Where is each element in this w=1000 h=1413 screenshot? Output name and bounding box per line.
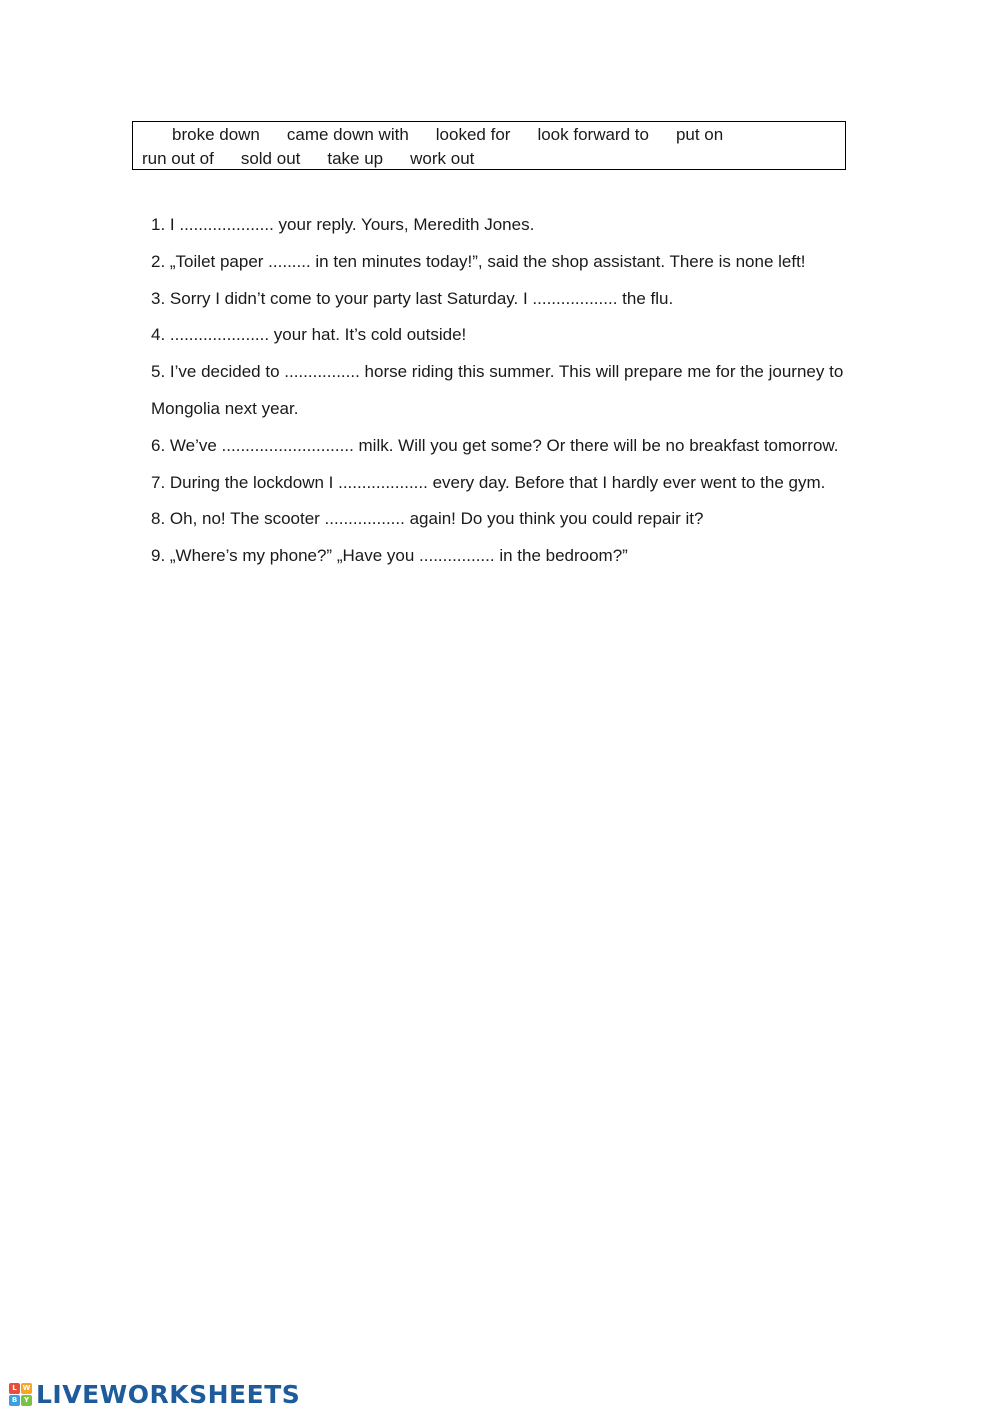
word-bank-item: came down with [286, 125, 409, 144]
logo-block: Y [21, 1395, 32, 1406]
word-bank-row-2 [142, 147, 845, 171]
logo-blocks-icon [9, 1383, 32, 1406]
question-1: 1. I .................... your reply. Yours, Meredith Jones. [151, 215, 535, 234]
logo-text: LIVEWORKSHEETS [36, 1379, 301, 1409]
question-3: 3. Sorry I didn’t come to your party last Saturday. I .................. the flu. [151, 288, 674, 308]
question-8: 8. Oh, no! The scooter ................. again! Do you think you could repair it? [151, 509, 704, 529]
question-list [151, 207, 851, 575]
word-bank-item: put on [675, 125, 724, 144]
question-6: 6. We’ve ............................ milk. Will you get some? Or there will be no breakfast tomorrow. [151, 435, 839, 455]
question-7: 7. During the lockdown I ................... every day. Before that I hardly ever went to the gym. [151, 472, 826, 492]
question-2: 2. „Toilet paper ......... in ten minutes today!”, said the shop assistant. There is none left! [151, 251, 806, 271]
logo-block: W [22, 1384, 31, 1392]
word-bank-box [132, 121, 846, 170]
logo-block: B [9, 1395, 20, 1406]
question-9: 9. „Where’s my phone?” „Have you ................ in the bedroom?” [151, 546, 628, 566]
liveworksheets-logo [9, 1380, 300, 1408]
word-bank-item: take up [327, 149, 384, 168]
word-bank-item: broke down [172, 125, 260, 144]
word-bank-item: sold out [240, 149, 301, 168]
question-4: 4. ..................... your hat. It’s cold outside! [151, 325, 467, 345]
logo-block: L [9, 1383, 20, 1394]
word-bank-item: look forward to [537, 125, 649, 144]
word-bank-item: run out of [142, 149, 214, 168]
question-5: 5. I’ve decided to ................ horse riding this summer. This will prepare me for the journey to Mongolia next year. [151, 362, 844, 418]
word-bank-item: work out [410, 149, 475, 168]
word-bank-row-1 [142, 123, 845, 147]
word-bank-item: looked for [435, 125, 511, 144]
